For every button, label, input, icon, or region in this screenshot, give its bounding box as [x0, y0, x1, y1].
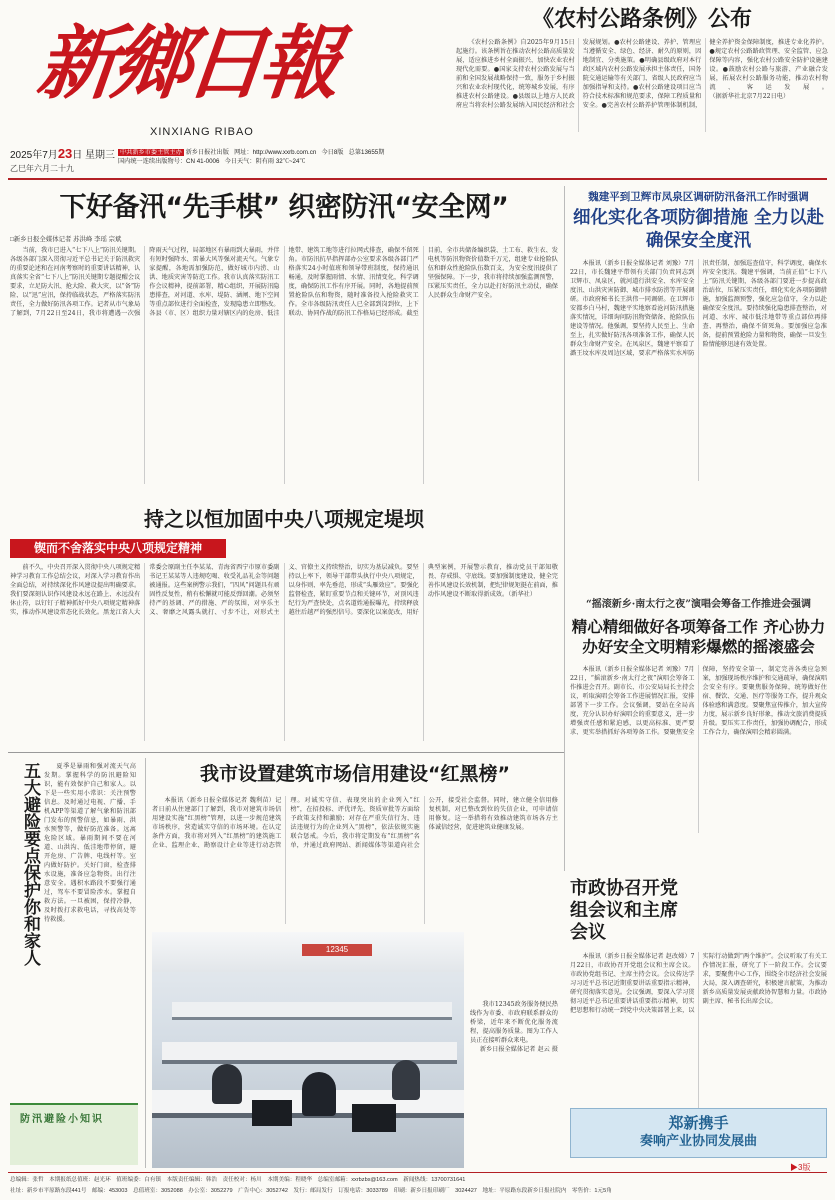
- lead-byline: □新乡日报全媒体记者 苏洪峰 李瑶 宗斌: [10, 236, 122, 243]
- logo-pinyin: XINXIANG RIBAO: [150, 126, 254, 138]
- right-article-2: [570, 598, 827, 868]
- safety-headline: 五大避险要点保护你和家人: [20, 762, 40, 966]
- cppcc-headline: 市政协召开党组会议和主席会议: [570, 878, 678, 943]
- lead-body: 当前，我市已进入“七下八上”防汛关键期。各级各部门深入贯彻习近平总书记关于防汛救灾的重要论述和在河南考察时的重要讲话精神，认真落实全省“七下八上”防汛关键期专题提醒会议要求，立足防大汛、抢大险、救大灾，以“备”防险、以“迅”应汛，保持临战状态，严格落实防汛责任，全力做好防汛各项工作。记者从市气象局了解到，7月22日至24日，我市将遭遇一次强降雨天气过程，局部地区有暴雨到大暴雨，并伴有短时强降水、雷暴大风等强对流天气。气象专家提醒，各地需加强防范，做好城市内涝、山洪、地质灾害等防范工作。我市认真落实防汛工作会议精神，提前部署，精心组织，开展防汛隐患排查，对河道、水库、堤防、涵闸、地下空间等重点部位进行全面检查，发现隐患立即整改。各县（市、区）组织力量对辖区内的危房、低洼地带、建筑工地等进行拉网式排查，确保不留死角。市防汛抗旱指挥部办公室要求各级各部门严格落实24小时值班和领导带班制度，保持通讯畅通，及时掌握雨情、水情、汛情变化，科学调度，确保防汛工作有序开展。同时，各地提前预置抢险队伍和物资，随时准备投入抢险救灾工作。全市各级防汛责任人已全部到岗到位，上下联动、协同作战的防汛工作格局已经形成。截至目前，全市共储备编织袋、土工布、救生衣、发电机等防汛物资价值数千万元，组建专业抢险队伍和群众性抢险队伍数百支，为安全度汛提供了坚强保障。下一步，我市将持续加强监测预警，压紧压实责任，全力以赴打好防汛主动仗，确保人民群众生命财产安全。: [10, 247, 558, 317]
- safety-body: 夏季是暴雨和强对流天气高发期。掌握科学的防汛避险知识，能有效保护自己和家人。以下是一些实用小常识：关注预警信息。及时通过电视、广播、手机APP等渠道了解气象和防汛部门发布的预警信息，如暴雨、洪水预警等，做好防范准备。远离危险区域。暴雨期间不要在河道、山洪沟、低洼地带停留，避开危房、广告牌、电线杆等。室内做好防护。关好门窗，检查排水设施，准备应急物资。出行注意安全。遇积水路段不要强行通过，驾车不要冒险涉水。掌握自救方法。一旦被困，保持冷静，及时拨打求救电话，寻找高处等待救援。: [44, 763, 136, 923]
- right2-kicker: “摇滚新乡·南太行之夜”演唱会筹备工作推进会强调: [586, 599, 811, 610]
- call-center-photo: [152, 932, 464, 1168]
- photo-monitor-1: [252, 1100, 292, 1126]
- logo: 新鄉日報: [33, 16, 339, 110]
- footer-line2: 社址：新乡市平原路东段441号 邮编：453003 总值班室：3052088 办公室：3052279 广告中心：3052742 发行：邮局发行 订报电话：3033789 印刷：新乡日报印刷厂 3024427 地址：平原路东段新乡日报社院内 零售价：1元5角: [10, 1188, 612, 1194]
- publisher-info: 中共新乡市委主管主办 新乡日报社出版 网址：http://www.xxrb.com.cn 今日8版 总第13655期 国内统一连续出版物号：CN 41-0006 今日天气：阴有雨 32℃~24℃: [118, 149, 385, 165]
- arrow-right-icon: ▶: [790, 1163, 798, 1172]
- market-body: 本报讯（新乡日报全媒体记者 魏利苗）记者日前从住建部门了解到，我市对建筑市场信用建设实施“红黑榜”管理，以进一步规范建筑市场秩序，营造诚实守信的市场环境。在认定条件方面，我市将对列入“红黑榜”的建筑施工企业、监理企业、勘察设计企业等进行动态管理。对诚实守信、表现突出的企业列入“红榜”，在招投标、评优评先、资质审批等方面给予政策支持和激励；对存在严重失信行为、违法违规行为的企业列入“黑榜”，依法依规实施联合惩戒。今后，我市将定期发布“红黑榜”名单，并通过政府网站、新闻媒体等渠道向社会公开，接受社会监督。同时，建立健全信用修复机制，对已整改到位的失信企业，可申请信用修复。这一举措将有效推动建筑市场各方主体诚信经营，促进建筑业健康发展。: [152, 797, 558, 849]
- photo-operator-3: [392, 1060, 420, 1100]
- top-right-article: [456, 4, 828, 134]
- lead-headline: 下好备汛“先手棋” 织密防汛“安全网”: [59, 192, 509, 223]
- zhengxin-line1: 郑新携手: [668, 1114, 729, 1132]
- right2-body: 本报讯（新乡日报全媒体记者 刘豫）7月22日，“摇滚新乡·南太行之夜”演唱会筹备工作推进会召开。副市长、市公安局局长主持会议，听取演唱会筹备工作进展情况汇报，安排部署下一步工作。会议强调，要站在全局高度，充分认识办好演唱会的重要意义，进一步增强责任感和紧迫感，以更高标准、更严要求、更实举措抓好各项筹备工作。要聚焦安全保障，坚持安全第一，制定完善各类应急预案，加强现场秩序维护和交通疏导，确保演唱会安全有序。要聚焦服务保障，统筹做好住宿、餐饮、交通、医疗等服务工作，提升观众体验感和满意度。要聚焦宣传推介，加大宣传力度，展示新乡良好形象，推动文旅消费提质升级。要压实工作责任，加强协调配合，形成工作合力，确保演唱会精彩圆满。: [570, 666, 827, 736]
- right1-kicker: 魏建平到卫辉市凤泉区调研防汛备汛工作时强调: [588, 191, 809, 203]
- safety-tips: [10, 758, 138, 1168]
- issue-date: 2025年7月23日 星期三: [10, 146, 116, 161]
- top-right-body: 《农村公路条例》自2025年9月15日起施行。该条例旨在推动农村公路高质量发展，适应推进乡村全面振兴、加快农业农村现代化需要。●国家支持农村公路发展与当前和全国发展战略保持一致，服务于乡村振兴和农业农村现代化，统筹城乡发展，有序推进农村公路建设。●县级以上地方人民政府应当将农村公路发展纳入国民经济和社会发展规划。●农村公路建设、养护、管理应当遵循安全、绿色、经济、耐久的原则，因地制宜、分类施策。●明确县级政府对本行政区域内农村公路发展承担主体责任，国务院交通运输等有关部门、省级人民政府应当加强指导和支持。●农村公路建设项目应当符合技术标准和规范要求，保障工程质量和安全。●完善农村公路养护管理体制机制，健全养护资金保障制度，推进专业化养护。●规定农村公路路政管理、安全监管、应急保障等内容，强化农村公路安全防护设施建设。●鼓励农村公路与旅游、产业融合发展，拓展农村公路服务功能，推动农村物流、客运发展。（据新华社北京7月22日电）: [456, 39, 828, 109]
- page-ref[interactable]: ▶3版: [790, 1163, 811, 1172]
- photo-desk-row-1: [172, 1002, 452, 1020]
- cppcc-article: [570, 878, 827, 1108]
- right1-body: 本报讯（新乡日报全媒体记者 刘豫）7月22日，市长魏建平带领有关部门负责同志到卫辉市、凤泉区，就河道行洪安全、水库安全度汛、山洪灾害防御、城市排水防涝等开展调研。市政府秘书长王洪伟一同调研。在卫辉市安都乡白马村，魏建平实地察看沧河防汛措施落实情况，详细询问防汛物资储备、抢险队伍建设等情况。他强调，要坚持人民至上、生命至上，扎实做好防汛各项准备工作，确保人民群众生命财产安全。在凤泉区，魏建平察看了潞王坟水库及周边区域，要求严格落实水库防汛责任制，加强巡查值守，科学调度，确保水库安全度汛。魏建平强调，当前正值“七下八上”防汛关键期，各级各部门要进一步提高政治站位，压紧压实责任，细化实化各项防御措施，加强监测预警，强化应急值守，全力以赴确保安全度汛。要持续强化隐患排查整治，对河道、水库、城市低洼地带等重点部位再排查、再整治，确保不留死角。要加强应急准备，提前预置抢险力量和物资，确保一旦发生险情能够迅速有效处置。: [570, 260, 827, 357]
- photo-monitor-2: [352, 1104, 396, 1132]
- discipline-headline: 持之以恒加固中央八项规定堤坝: [144, 507, 424, 531]
- market-article: [152, 758, 558, 928]
- zhengxin-box[interactable]: [570, 1108, 827, 1158]
- photo-desk-row-2: [162, 1042, 457, 1064]
- discipline-subbar: 锲而不舍落实中央八项规定精神: [10, 539, 226, 558]
- photo-sign: 12345: [302, 944, 372, 956]
- cppcc-body: 本报讯（新乡日报全媒体记者 赵改娣）7月22日，市政协召开党组会议和主席会议。市政协党组书记、主席主持会议。会议传达学习习近平总书记近期重要讲话重要指示精神，研究贯彻落实意见。会议强调，要深入学习贯彻习近平总书记重要讲话重要指示精神，切实把思想和行动统一到党中央决策部署上来，以实际行动做到“两个维护”。会议听取了有关工作情况汇报，研究了下一阶段工作。会议要求，要聚焦中心工作，围绕全市经济社会发展大局，深入调查研究，积极建言献策，为推动新乡高质量发展贡献政协智慧和力量。市政协副主席、秘书长出席会议。: [570, 953, 827, 1014]
- right2-headline: 精心精细做好各项筹备工作 齐心协力办好安全文明精彩爆燃的摇滚盛会: [571, 618, 826, 656]
- footer: [10, 1175, 825, 1197]
- top-right-title: 《农村公路条例》公布: [531, 6, 752, 32]
- footer-line1: 总编辑：张哲 本期报纸总值班：赵光环 值班编委：白有镇 本版责任编辑：韩浩 责任校对：杨川 本期美编：程晓华 总编室邮箱：xxrbzbs@163.com 新闻热线：13700731641: [10, 1177, 466, 1183]
- zhengxin-line2: 奏响产业协同发展曲: [639, 1134, 757, 1149]
- market-headline: 我市设置建筑市场信用建设“红黑榜”: [200, 763, 510, 785]
- discipline-section: [10, 505, 558, 745]
- lunar-date: 乙巳年六月二十九: [10, 164, 74, 173]
- lead-article: [10, 186, 558, 486]
- right-article-1: [570, 190, 827, 490]
- photo-caption: 我市12345政务服务便民热线作为市委、市政府联系群众的桥梁，近年来不断优化服务流程，提高服务质量。图为工作人员正在接听群众来电。 新乡日报全媒体记者 赵云 摄: [470, 1001, 558, 1053]
- safety-box: 防汛避险小知识: [10, 1103, 138, 1165]
- photo-operator-1: [212, 1064, 242, 1104]
- right1-headline: 细化实化各项防御措施 全力以赴确保安全度汛: [572, 208, 825, 251]
- discipline-body: 前不久，中央召开深入贯彻中央八项规定精神学习教育工作总结会议，对深入学习教育作出全面总结，对持续深化作风建设提出明确要求。我们要深刻认识作风建设永远在路上、永远没有休止符，以钉钉子精神抓好中央八项规定精神落实，推动作风建设常态化长效化。黑龙江省人大常委会原副主任李某某、青海省西宁市原市委副书记王某某等人违规吃喝、收受礼品礼金等问题被通报。这些案例警示我们，“四风”问题具有顽固性反复性，稍有松懈就可能反弹回潮。必须坚持严的基调、严的措施、严的氛围，对享乐主义、奢靡之风露头就打、寸步不让，对形式主义、官僚主义持续整治，切实为基层减负。要坚持以上率下，领导干部带头执行中央八项规定，以身作则、率先垂范，形成“头雁效应”。要强化监督检查，紧盯重要节点和关键环节，对顶风违纪行为严查快处，点名道姓通报曝光，持续释放越往后越严的强烈信号。要深化以案促改，用好典型案例，开展警示教育，推动党员干部知敬畏、存戒惧、守底线。要加强制度建设，健全完善作风建设长效机制，把纪律规矩挺在前面，推动作风建设不断取得新成效。（新华社）: [10, 564, 558, 616]
- photo-operator-2: [302, 1072, 336, 1116]
